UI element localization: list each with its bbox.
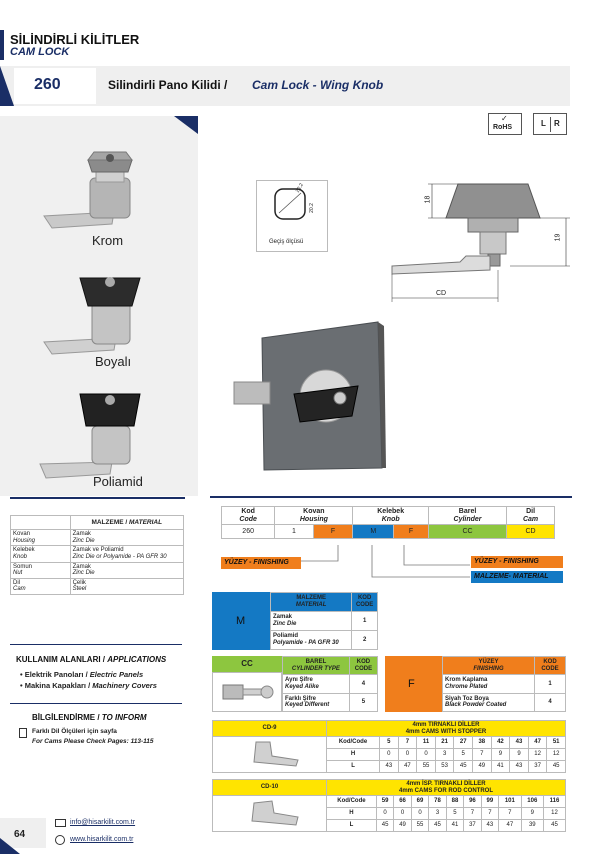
product-title-en: Cam Lock - Wing Knob: [252, 78, 384, 92]
m-row-en: Polyamide - PA GFR 30: [273, 640, 339, 646]
cd10-h: 3: [429, 808, 446, 820]
cd10-l: 49: [394, 819, 411, 831]
cc-row-en: Keyed Different: [285, 702, 330, 709]
lock-dimension-drawing: [380, 178, 580, 308]
cd9-title-en: 4mm CAMS WITH STOPPER: [405, 728, 487, 735]
m-row-en: Zinc Die: [273, 621, 297, 627]
variant-label-chrome: Krom: [92, 233, 124, 248]
cd10-kod: 101: [499, 796, 521, 808]
rohs-check-icon: ✓: [501, 114, 508, 123]
cc-row: [283, 693, 378, 711]
product-code: 260: [34, 76, 61, 93]
code-table-values: [222, 525, 555, 539]
category-subtitle: CAM LOCK: [10, 46, 70, 58]
cd10-kod: 88: [446, 796, 463, 808]
m-row-tr: Poliamid: [273, 633, 299, 640]
knob-finish-value: F: [394, 525, 429, 539]
gecis-shape-icon: [257, 181, 327, 237]
cd9-kod: 21: [435, 737, 454, 749]
application-item-tr: Makina Kapakları /: [24, 681, 91, 690]
cd10-kod: 69: [411, 796, 428, 808]
dim-18-label: 18: [424, 195, 432, 204]
cd10-kod: 106: [521, 796, 543, 808]
finishing-tag-left: YÜZEY - FINISHING: [221, 557, 301, 569]
cd9-kod: 47: [528, 737, 547, 749]
polyamide-lock-photo: [30, 382, 180, 482]
cd9-h: 0: [417, 749, 436, 761]
application-item-en: Machinery Covers: [92, 681, 157, 690]
material-table: [10, 515, 184, 595]
cd10-code: CD-10: [213, 780, 327, 796]
f-code-label: F: [408, 678, 415, 690]
cd9-kod: 38: [473, 737, 492, 749]
inform-title: [32, 713, 147, 722]
cd10-kod: 59: [376, 796, 393, 808]
cd10-table: [212, 779, 566, 832]
application-item: • Makina Kapakları / Machinery Covers: [20, 681, 157, 690]
material-row: [11, 530, 184, 546]
material-value-en: Zinc Die or Polyamide - PA GFR 30: [72, 553, 167, 560]
material-part-en: Knob: [13, 553, 28, 560]
cc-code-header: CC: [212, 656, 282, 672]
cd10-l: 37: [464, 819, 481, 831]
m-row: [271, 631, 378, 650]
panel-divider: [10, 497, 185, 499]
cd9-kod: 7: [398, 737, 417, 749]
page-ref-icon: [19, 728, 27, 738]
material-header-tr: MALZEME /: [91, 519, 128, 526]
cd9-h: 9: [491, 749, 510, 761]
cc-row-en: Keyed Alike: [285, 683, 319, 690]
housing-header: Kovan: [303, 508, 325, 515]
painted-lock-photo: [30, 262, 180, 362]
material-value: Zamak: [72, 563, 91, 570]
applications-title-en: APPLICATIONS: [107, 655, 167, 664]
cd10-l: 43: [481, 819, 498, 831]
material-row: [11, 562, 184, 578]
f-kod-header: KOD: [543, 659, 557, 666]
lr-right: R: [554, 119, 560, 128]
material-part: Dil: [13, 579, 20, 586]
cd10-h: 0: [376, 808, 393, 820]
cd10-l: 45: [544, 819, 566, 831]
cd10-l: 45: [376, 819, 393, 831]
category-accent-bar: [0, 30, 4, 60]
m-row-code: 1: [352, 612, 378, 631]
material-value-en: Zinc Die: [72, 570, 95, 577]
cd9-l: 55: [417, 760, 436, 772]
inform-title-en: TO INFORM: [101, 713, 147, 722]
material-row: [11, 578, 184, 594]
f-row-code: 1: [535, 675, 566, 693]
cd10-l: 45: [429, 819, 446, 831]
housing-header-en: Housing: [299, 515, 328, 523]
cd9-code: CD-9: [213, 721, 327, 737]
knob-header: Kelebek: [377, 508, 405, 515]
cam-header-en: Cam: [522, 515, 539, 523]
applications-title: [16, 655, 166, 664]
cd10-kod: 96: [464, 796, 481, 808]
chrome-lock-photo: [30, 138, 180, 248]
email-link[interactable]: info@hisarkilit.com.tr: [70, 819, 136, 826]
cd10-row-label: L: [327, 819, 377, 831]
f-header: YÜZEY: [478, 659, 499, 666]
cd9-l: 49: [473, 760, 492, 772]
cd10-h: 12: [544, 808, 566, 820]
cd9-h: 5: [454, 749, 473, 761]
lr-divider: [550, 117, 551, 132]
material-part-en: Nut: [13, 570, 23, 577]
cd9-l: 45: [454, 760, 473, 772]
cd10-h: 0: [394, 808, 411, 820]
material-row: [11, 546, 184, 562]
material-tag: MALZEME- MATERIAL: [471, 571, 563, 583]
material-value: Zamak ve Poliamid: [72, 547, 124, 554]
material-part: Somun: [13, 563, 33, 570]
cc-image-cell: [212, 672, 282, 712]
cd9-h: 12: [547, 749, 566, 761]
gecis-box: [256, 180, 328, 252]
m-row-tr: Zamak: [273, 614, 293, 621]
category-title: SİLİNDİRLİ KİLİTLER: [10, 32, 140, 47]
housing-finish-value: F: [313, 525, 353, 539]
f-row-tr: Siyah Toz Boya: [445, 695, 489, 702]
cc-row: [283, 675, 378, 693]
page-number: 64: [14, 829, 26, 840]
cd10-l: 55: [411, 819, 428, 831]
material-part-en: Housing: [13, 537, 36, 544]
cam-value: CD: [507, 525, 555, 539]
cd9-h: 12: [528, 749, 547, 761]
f-row: [443, 693, 566, 711]
cd10-title-en: 4mm CAMS FOR ROD CONTROL: [398, 787, 493, 794]
cd10-title: 4mm İSP. TIRNAKLI DİLLER: [406, 781, 486, 787]
material-part: Kovan: [13, 531, 31, 538]
f-row-tr: Krom Kaplama: [445, 677, 488, 684]
f-row-code: 4: [535, 693, 566, 711]
cd9-row-label: Kod/Code: [327, 737, 380, 749]
cd10-cam-photo: [240, 797, 300, 827]
email-icon: [55, 819, 66, 827]
application-item: • Elektrik Panoları / Electric Panels: [20, 670, 144, 679]
cd9-l: 53: [435, 760, 454, 772]
m-code-header: CODE: [355, 602, 374, 608]
cd9-title: 4mm TIRNAKLI DİLLER: [412, 722, 480, 728]
variant-label-painted: Boyalı: [95, 354, 132, 369]
section-divider: [10, 703, 182, 704]
dim-22: 22.2: [294, 182, 305, 194]
cd9-row-label: H: [327, 749, 380, 761]
panel-mounted-lock-photo: [228, 318, 388, 478]
gecis-label: Geçiş ölçüsü: [269, 239, 304, 245]
cylinder-key-photo: [213, 673, 281, 711]
cd10-kod: 66: [394, 796, 411, 808]
cd9-kod: 5: [380, 737, 399, 749]
cc-code-header2: CODE: [354, 665, 373, 672]
cc-row-tr: Farklı Şifre: [285, 695, 317, 702]
rohs-label: RoHS: [493, 124, 513, 131]
application-item-tr: Elektrik Panoları /: [24, 670, 88, 679]
m-header: MALZEME: [296, 595, 326, 602]
panel-corner-triangle: [174, 116, 198, 134]
material-part-en: Cam: [13, 586, 26, 593]
f-table: [442, 656, 566, 712]
variant-label-polyamide: Poliamid: [93, 474, 143, 489]
dim-19-label: 19: [554, 233, 562, 242]
material-value: Çelik: [72, 579, 86, 586]
cc-kod-header: KOD: [356, 659, 371, 666]
cd9-h: 0: [380, 749, 399, 761]
cd9-image-cell: [213, 737, 327, 773]
cc-header: BAREL: [305, 659, 327, 666]
f-row: [443, 675, 566, 693]
applications-title-tr: KULLANIM ALANLARI /: [16, 655, 106, 664]
cd9-kod: 11: [417, 737, 436, 749]
code-header-en: Code: [239, 515, 257, 523]
lr-badge: [533, 113, 567, 135]
cd10-h: 9: [521, 808, 543, 820]
m-table: [270, 592, 378, 650]
cd9-l: 45: [547, 760, 566, 772]
lr-left: L: [541, 119, 546, 128]
rohs-badge: [488, 113, 522, 135]
cd10-h: 7: [464, 808, 481, 820]
code-section-rule: [210, 496, 572, 498]
cd10-h: 5: [446, 808, 463, 820]
cd9-h: 9: [510, 749, 529, 761]
footer-corner-triangle: [0, 838, 20, 854]
section-divider: [10, 644, 182, 645]
cd9-row-label: L: [327, 760, 380, 772]
cc-row-tr: Aynı Şifre: [285, 677, 313, 684]
dim-cd-label: CD: [436, 290, 447, 297]
cylinder-header: Barel: [458, 508, 477, 515]
m-row-code: 2: [352, 631, 378, 650]
material-header-en: MATERIAL: [129, 519, 163, 526]
cd10-kod: 78: [429, 796, 446, 808]
code-table: [221, 506, 555, 539]
material-value: Zamak: [72, 531, 91, 538]
code-connector-lines: [300, 545, 540, 595]
cd9-kod: 27: [454, 737, 473, 749]
cd10-h: 7: [481, 808, 498, 820]
cd9-kod: 43: [510, 737, 529, 749]
cd10-h: 7: [499, 808, 521, 820]
f-header-en: FINISHING: [473, 665, 504, 672]
cd10-kod: 99: [481, 796, 498, 808]
m-kod-header: KOD: [357, 595, 372, 602]
cylinder-value: CC: [428, 525, 506, 539]
cd10-kod-row: [213, 796, 566, 808]
cd9-kod: 51: [547, 737, 566, 749]
cd9-h: 7: [473, 749, 492, 761]
cd9-l: 47: [398, 760, 417, 772]
m-row: [271, 612, 378, 631]
cd9-table: [212, 720, 566, 773]
code-value: 260: [222, 525, 275, 539]
cam-header: Dil: [526, 508, 536, 515]
cd10-l: 47: [499, 819, 521, 831]
cd10-l: 39: [521, 819, 543, 831]
cd10-image-cell: [213, 796, 327, 832]
cd9-kod-row: [213, 737, 566, 749]
f-code-header: CODE: [541, 665, 559, 672]
cc-header-en: CYLINDER TYPE: [291, 665, 340, 672]
cd9-cam-photo: [240, 738, 300, 768]
cc-table: [282, 656, 378, 712]
cd9-l: 43: [510, 760, 529, 772]
code-table-header: [222, 507, 555, 525]
f-row-en: Black Powder Coated: [445, 702, 507, 709]
m-code-label: M: [236, 615, 246, 627]
material-value-en: Zinc Die: [72, 537, 95, 544]
cd10-l: 41: [446, 819, 463, 831]
application-item-en: Electric Panels: [89, 670, 144, 679]
material-part: Kelebek: [13, 547, 35, 554]
f-row-en: Chrome Plated: [445, 683, 488, 690]
cd9-l: 37: [528, 760, 547, 772]
cc-row-code: 4: [349, 675, 377, 693]
cd10-h: 0: [411, 808, 428, 820]
cd9-l: 41: [491, 760, 510, 772]
cc-row-code: 5: [349, 693, 377, 711]
inform-title-tr: BİLGİLENDİRME /: [32, 713, 100, 722]
dim-20: 20.2: [308, 203, 315, 213]
cd9-kod: 42: [491, 737, 510, 749]
inform-line-en: For Cams Please Check Pages: 113-115: [32, 738, 154, 745]
cd9-h: 3: [435, 749, 454, 761]
cd10-row-label: H: [327, 808, 377, 820]
product-title-tr: Silindirli Pano Kilidi /: [108, 78, 228, 92]
web-link[interactable]: www.hisarkilit.com.tr: [70, 836, 134, 843]
housing-value: 1: [275, 525, 313, 539]
m-header-en: MATERIAL: [295, 602, 327, 608]
knob-header-en: Knob: [381, 515, 400, 523]
web-icon: [55, 835, 65, 845]
cylinder-header-en: Cylinder: [453, 515, 482, 523]
cd10-kod: 116: [544, 796, 566, 808]
cd9-h: 0: [398, 749, 417, 761]
knob-material-value: M: [353, 525, 394, 539]
finishing-tag-right: YÜZEY - FINISHING: [471, 556, 563, 568]
code-header: Kod: [241, 508, 255, 515]
material-value-en: Steel: [72, 586, 87, 593]
inform-line-tr: Farklı Dil Ölçüleri için sayfa: [32, 728, 117, 735]
cd10-row-label: Kod/Code: [327, 796, 377, 808]
cd9-l: 43: [380, 760, 399, 772]
